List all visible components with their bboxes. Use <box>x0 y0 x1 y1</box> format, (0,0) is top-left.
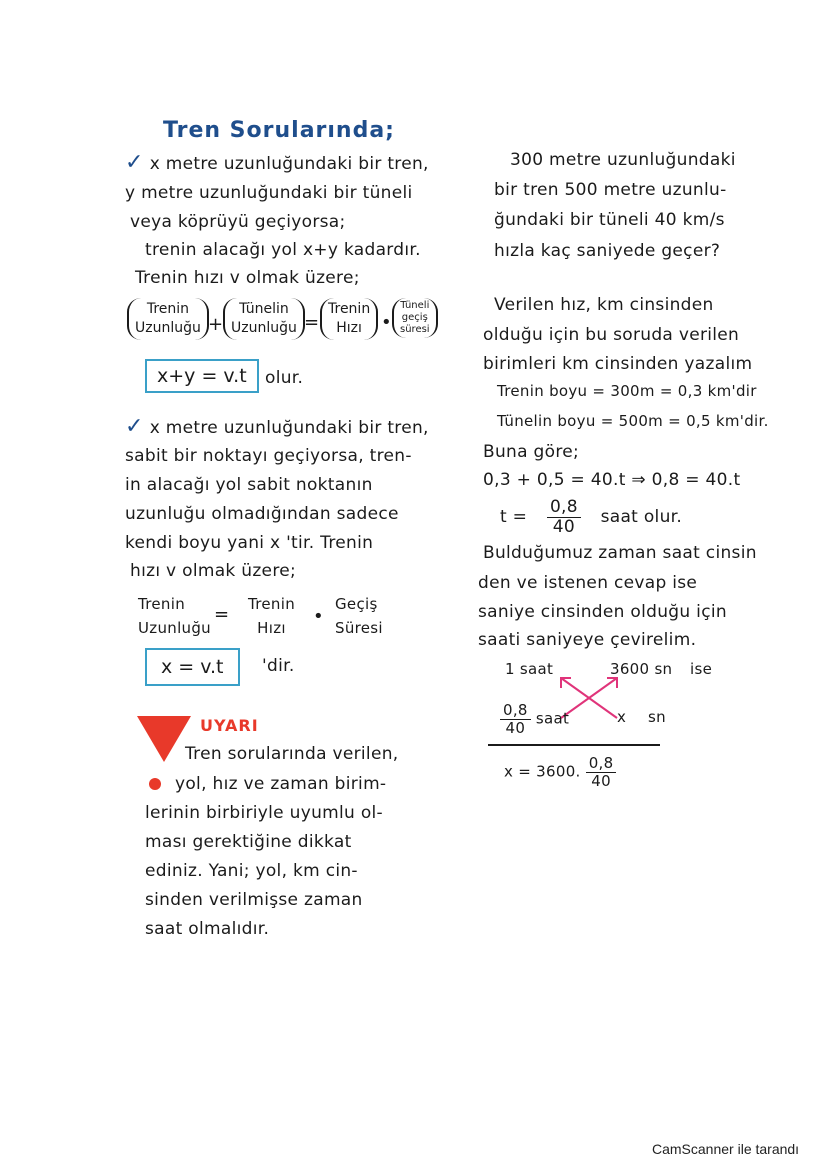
block1-line5: Trenin hızı v olmak üzere; <box>135 268 360 288</box>
warning-line2: yol, hız ve zaman birim- <box>175 774 387 794</box>
t-numerator: 0,8 <box>547 498 581 518</box>
block1-text1: x metre uzunluğundaki bir tren, <box>149 154 429 174</box>
result-equation <box>504 755 616 789</box>
solution-line8: Bulduğumuz zaman saat cinsin <box>483 543 757 563</box>
block1-line3: veya köprüyü geçiyorsa; <box>130 212 346 232</box>
warning-line5: ediniz. Yani; yol, km cin- <box>145 861 358 881</box>
page-title: Tren Sorularında; <box>163 118 395 143</box>
solution-line2: olduğu için bu soruda verilen <box>483 325 740 345</box>
ratio-row1-right: 3600 sn <box>610 660 673 678</box>
t-prefix: t = <box>500 507 528 528</box>
question-line3: ğundaki bir tüneli 40 km/s <box>494 210 725 230</box>
question-line2: bir tren 500 metre uzunlu- <box>494 180 727 200</box>
formula2-crossing-time <box>335 592 383 640</box>
formula1-p2-bottom: Uzunluğu <box>231 319 297 336</box>
ratio-row1-suffix: ise <box>690 660 713 678</box>
scanner-watermark: CamScanner ile tarandı <box>652 1141 800 1157</box>
divider-line <box>488 744 660 746</box>
warning-line3: lerinin birbiriyle uyumlu ol- <box>145 803 383 823</box>
formula2-c-top: Geçiş <box>335 595 378 613</box>
warning-line6: sinden verilmişse zaman <box>145 890 363 910</box>
formula1-train-length <box>127 298 209 340</box>
formula2-b-bottom: Hızı <box>257 619 286 637</box>
formula2-equals: = <box>214 604 230 625</box>
warning-line1: Tren sorularında verilen, <box>185 744 399 764</box>
ratio-denominator: 40 <box>505 718 526 737</box>
t-suffix: saat olur. <box>600 507 683 528</box>
checkmark-icon: ✓ <box>125 414 144 439</box>
formula1-p4-line1: Tüneli <box>400 300 430 311</box>
formula1-p1-top: Trenin <box>146 301 190 317</box>
ratio-row2-x: x <box>617 708 627 726</box>
warning-line7: saat olmalıdır. <box>145 919 270 939</box>
block2-line1 <box>125 414 429 439</box>
formula1-p2-top: Tünelin <box>239 301 289 317</box>
solution-line11: saati saniyeye çevirelim. <box>478 630 697 650</box>
solution-line3: birimleri km cinsinden yazalım <box>483 354 753 374</box>
result-prefix: x = 3600. <box>504 762 581 781</box>
warning-label: UYARI <box>200 716 259 735</box>
block2-line3: in alacağı yol sabit noktanın <box>125 475 373 495</box>
ratio-row2-left <box>500 702 569 736</box>
solution-t-equation <box>500 498 682 536</box>
formula1-p3-bottom: Hızı <box>336 319 362 336</box>
formula2-a-bottom: Uzunluğu <box>138 619 211 637</box>
formula2-dot: • <box>313 606 324 627</box>
block1-line4: trenin alacağı yol x+y kadardır. <box>145 240 421 260</box>
t-denominator: 40 <box>552 516 576 537</box>
solution-line5: Tünelin boyu = 500m = 0,5 km'dir. <box>497 412 769 430</box>
block1-line2: y metre uzunluğundaki bir tüneli <box>125 183 413 203</box>
ratio-row2-sn: sn <box>648 708 666 726</box>
formula1-boxed: x+y = v.t <box>145 359 259 393</box>
formula1-plus: + <box>208 314 224 335</box>
ratio-fraction <box>500 702 531 736</box>
formula2-train-speed <box>248 592 295 640</box>
question-line4: hızla kaç saniyede geçer? <box>494 241 721 261</box>
ratio-unit: saat <box>535 709 570 728</box>
formula1-equals: = <box>304 312 320 333</box>
formula1-p3-top: Trenin <box>328 301 371 317</box>
formula1-p4-line2: geçiş <box>401 312 428 323</box>
result-fraction <box>586 755 617 789</box>
block2-text1: x metre uzunluğundaki bir tren, <box>149 418 429 438</box>
t-fraction <box>547 498 581 536</box>
formula2-c-bottom: Süresi <box>335 619 383 637</box>
formula2-boxed: x = v.t <box>145 648 240 686</box>
formula1-boxed-suffix: olur. <box>265 368 304 388</box>
formula1-dot: • <box>381 312 392 333</box>
solution-line6: Buna göre; <box>483 442 580 462</box>
formula1-train-speed <box>320 298 378 340</box>
formula2-boxed-suffix: 'dir. <box>262 656 295 676</box>
ratio-numerator: 0,8 <box>500 702 531 720</box>
formula1-tunnel-length <box>223 298 305 340</box>
ratio-row1-left: 1 saat <box>505 660 554 678</box>
solution-line10: saniye cinsinden olduğu için <box>478 602 727 622</box>
result-numerator: 0,8 <box>586 755 617 773</box>
solution-line9: den ve istenen cevap ise <box>478 573 698 593</box>
block2-line4: uzunluğu olmadığından sadece <box>125 504 399 524</box>
formula1-p4-line3: süresi <box>400 324 430 335</box>
block2-line6: hızı v olmak üzere; <box>130 561 297 581</box>
formula1-p1-bottom: Uzunluğu <box>135 319 201 336</box>
warning-line4: ması gerektiğine dikkat <box>145 832 352 852</box>
formula1-crossing-time <box>392 298 438 338</box>
solution-line1: Verilen hız, km cinsinden <box>494 295 714 315</box>
block2-line5: kendi boyu yani x 'tir. Trenin <box>125 533 374 553</box>
formula2-train-length <box>138 592 211 640</box>
solution-line4: Trenin boyu = 300m = 0,3 km'dir <box>497 382 757 400</box>
block2-line2: sabit bir noktayı geçiyorsa, tren- <box>125 446 412 466</box>
checkmark-icon: ✓ <box>125 150 144 175</box>
formula2-b-top: Trenin <box>248 595 296 613</box>
block1-line1 <box>125 150 429 175</box>
result-denominator: 40 <box>591 771 611 790</box>
solution-line7: 0,3 + 0,5 = 40.t ⇒ 0,8 = 40.t <box>483 470 741 490</box>
question-line1: 300 metre uzunluğundaki <box>510 150 736 170</box>
formula2-a-top: Trenin <box>138 595 186 613</box>
